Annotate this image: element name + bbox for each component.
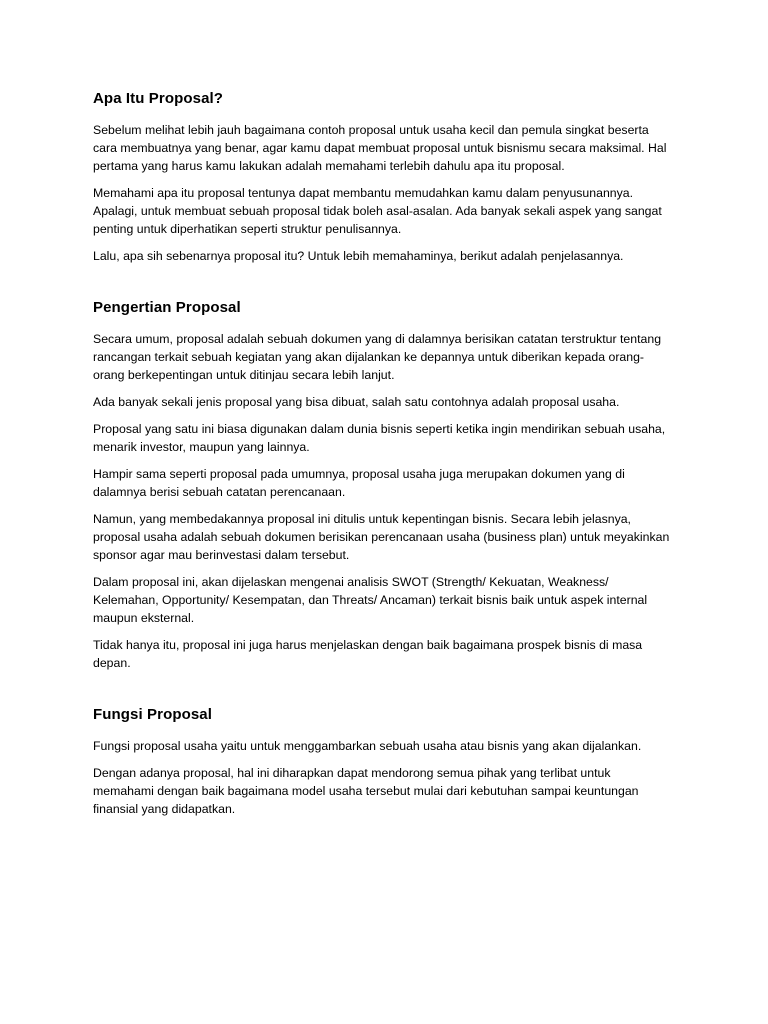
- document-page: [93, 88, 673, 827]
- paragraph: Namun, yang membedakannya proposal ini ditulis untuk kepentingan bisnis. Secara lebih jelasnya, proposal usaha adalah sebuah dokumen berisikan perencanaan usaha (business plan) untuk meyakinkan sponsor agar mau berinvestasi dalam tersebut.: [93, 512, 670, 562]
- paragraph: Hampir sama seperti proposal pada umumnya, proposal usaha juga merupakan dokumen yang di dalamnya berisi sebuah catatan perencanaan.: [93, 467, 625, 499]
- paragraph: Dengan adanya proposal, hal ini diharapkan dapat mendorong semua pihak yang terlibat untuk memahami dengan baik bagaimana model usaha tersebut mulai dari kebutuhan sampai keuntungan finansial yang didapatkan.: [93, 766, 639, 816]
- paragraph: Proposal yang satu ini biasa digunakan dalam dunia bisnis seperti ketika ingin mendirikan sebuah usaha, menarik investor, maupun yang lainnya.: [93, 422, 666, 454]
- paragraph: Ada banyak sekali jenis proposal yang bisa dibuat, salah satu contohnya adalah proposal usaha.: [93, 395, 620, 409]
- paragraph: Dalam proposal ini, akan dijelaskan mengenai analisis SWOT (Strength/ Kekuatan, Weakness/ Kelemahan, Opportunity/ Kesempatan, dan Threats/ Ancaman) terkait bisnis baik untuk aspek internal maupun eksternal.: [93, 575, 648, 625]
- paragraph: Secara umum, proposal adalah sebuah dokumen yang di dalamnya berisikan catatan terstruktur tentang rancangan terkait sebuah kegiatan yang akan dijalankan ke depannya untuk diberikan kepada orang-orang berkepentingan untuk ditinjau secara lebih lanjut.: [93, 332, 662, 382]
- section-heading: Fungsi Proposal: [93, 706, 213, 723]
- paragraph: Memahami apa itu proposal tentunya dapat membantu memudahkan kamu dalam penyusunannya. Apalagi, untuk membuat sebuah proposal tidak boleh asal-asalan. Ada banyak sekali aspek yang sangat penting untuk diperhatikan seperti struktur penulisannya.: [93, 186, 662, 236]
- paragraph: Sebelum melihat lebih jauh bagaimana contoh proposal untuk usaha kecil dan pemula singkat beserta cara membuatnya yang benar, agar kamu dapat membuat proposal untuk bisnismu secara maksimal. Hal pertama yang harus kamu lakukan adalah memahami terlebih dahulu apa itu proposal.: [93, 123, 667, 173]
- section-apa-itu-proposal: [93, 88, 673, 265]
- paragraph: Lalu, apa sih sebenarnya proposal itu? Untuk lebih memahaminya, berikut adalah penjelasannya.: [93, 249, 624, 263]
- section-heading: Pengertian Proposal: [93, 299, 241, 316]
- paragraph: Fungsi proposal usaha yaitu untuk menggambarkan sebuah usaha atau bisnis yang akan dijalankan.: [93, 739, 642, 753]
- section-pengertian-proposal: [93, 297, 673, 672]
- section-heading: Apa Itu Proposal?: [93, 90, 224, 107]
- section-fungsi-proposal: [93, 704, 673, 818]
- paragraph: Tidak hanya itu, proposal ini juga harus menjelaskan dengan baik bagaimana prospek bisnis di masa depan.: [93, 638, 643, 670]
